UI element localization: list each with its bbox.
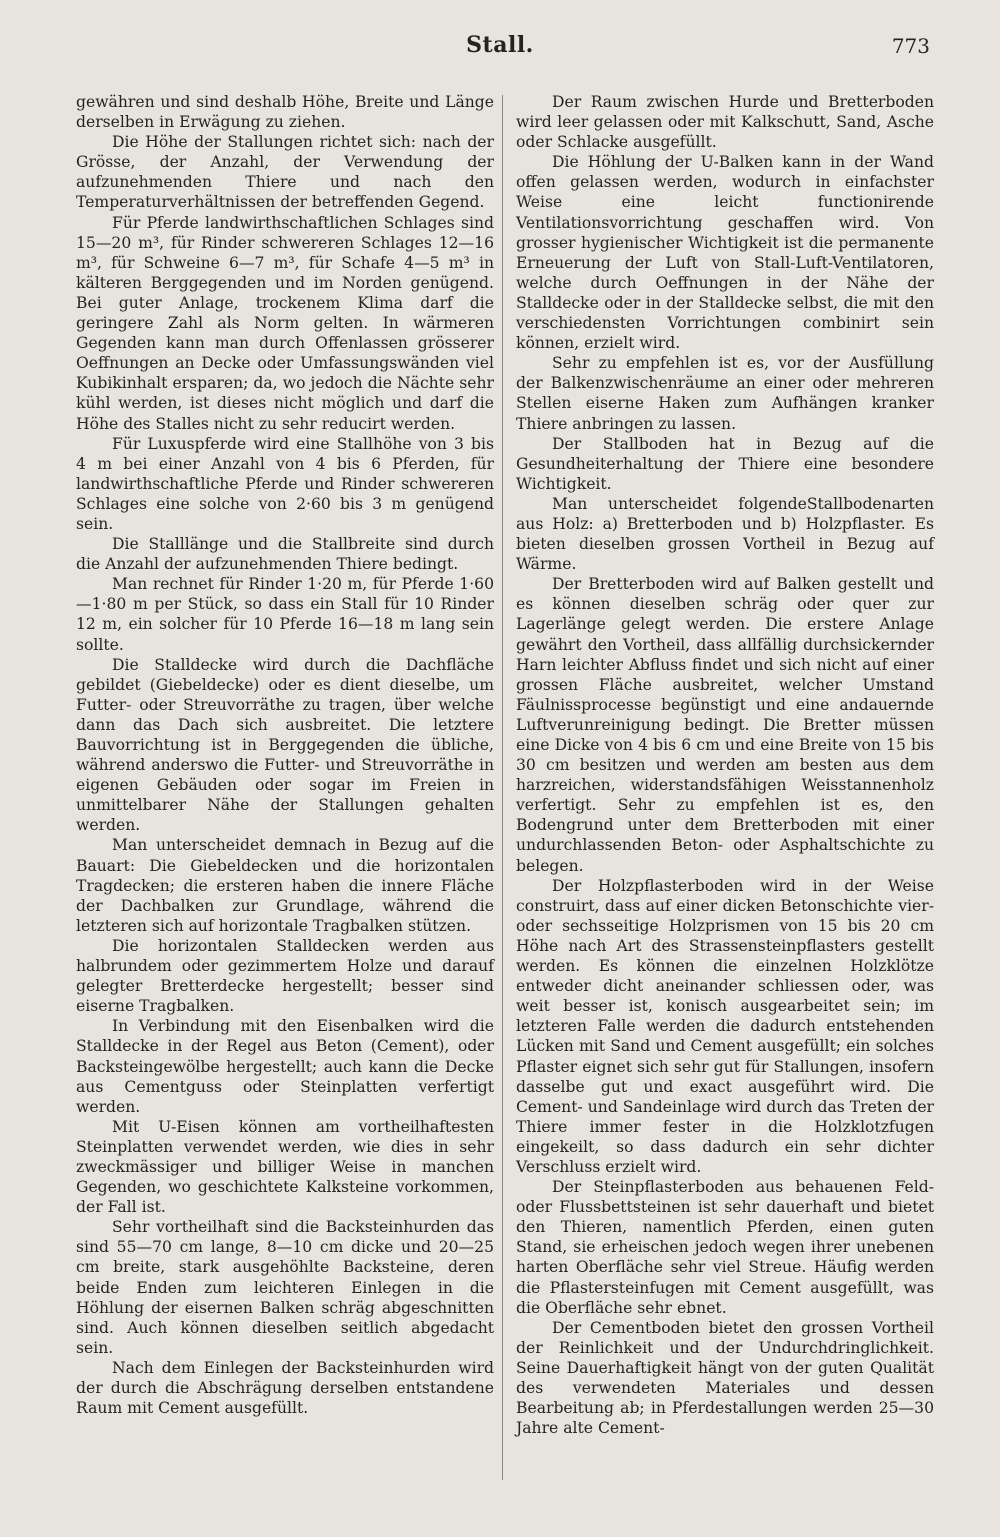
paragraph: Der Bretterboden wird auf Balken gestellt und es können dieselben schräg oder quer zur Lagerlänge gelegt werden. Die erstere Anlage gewährt den Vortheil, dass allfällig durchsickernder Harn leichter Abfluss findet und sich nicht auf einer grossen Fläche ausbreitet, welcher Umstand Fäulnissprocesse begünstigt und eine andauernde Luftverunreinigung bedingt. Die Bretter müssen eine Dicke von 4 bis 6 cm und eine Breite von 15 bis 30 cm besitzen und werden am besten aus dem harzreichen, widerstandsfähigen Weisstannenholz verfertigt. Sehr zu empfehlen ist es, den Bodengrund unter dem Bretterboden mit einer undurchlassenden Beton- oder Asphaltschichte zu belegen. bbox=[516, 575, 934, 875]
column-divider bbox=[502, 95, 503, 1480]
paragraph: Der Cementboden bietet den grossen Vortheil der Reinlichkeit und der Undurchdringlichkeit. Seine Dauerhaftigkeit hängt von der guten Qualität des verwendeten Materiales und dessen Bearbeitung ab; in Pferdestallungen werden 25—30 Jahre alte Cement- bbox=[516, 1318, 934, 1438]
paragraph: Man rechnet für Rinder 1·20 m, für Pferde 1·60—1·80 m per Stück, so dass ein Stall für 10 Rinder 12 m, ein solcher für 10 Pferde 16—18 m lang sein sollte. bbox=[76, 575, 494, 654]
paragraph: Der Stallboden hat in Bezug auf die Gesundheiterhaltung der Thiere eine besondere Wichtigkeit. bbox=[516, 434, 934, 493]
paragraph: Nach dem Einlegen der Backsteinhurden wird der durch die Abschrägung derselben entstandene Raum mit Cement ausgefüllt. bbox=[76, 1358, 494, 1418]
page-title: Stall. bbox=[466, 32, 534, 58]
paragraph: Mit U-Eisen können am vortheilhaftesten Steinplatten verwendet werden, wie dies in sehr zweckmässiger und billiger Weise in manchen Gegenden, wo geschichtete Kalksteine vorkommen, der Fall ist. bbox=[76, 1117, 494, 1217]
paragraph: Für Pferde landwirthschaftlichen Schlages sind 15—20 m³, für Rinder schwereren Schlages 12—16 m³, für Schweine 6—7 m³, für Schafe 4—5 m³ in kälteren Berggegenden und im Norden genügend. Bei guter Anlage, trockenem Klima darf die geringere Zahl als Norm gelten. In wärmeren Gegenden kann man durch Offenlassen grösserer Oeffnungen an Decke oder Umfassungswänden viel Kubikinhalt ersparen; da, wo jedoch die Nächte sehr kühl werden, ist dieses nicht möglich und darf die Höhe des Stalles nicht zu sehr reducirt werden. bbox=[76, 213, 494, 433]
paragraph: gewähren und sind deshalb Höhe, Breite und Länge derselben in Erwägung zu ziehen. bbox=[76, 93, 494, 132]
paragraph: Die Stalldecke wird durch die Dachfläche gebildet (Giebeldecke) oder es dient dieselbe, um Futter- oder Streuvorräthe zu tragen, über welche dann das Dach sich ausbreitet. Die letztere Bauvorrichtung ist in Berggegenden die übliche, während anderswo die Futter- und Streuvorräthe in eigenen Gebäuden oder sogar im Freien in unmittelbarer Nähe der Stallungen gehalten werden. bbox=[76, 655, 494, 835]
paragraph: Der Steinpflasterboden aus behauenen Feld- oder Flussbettsteinen ist sehr dauerhaft und bietet den Thieren, namentlich Pferden, einen guten Stand, sie erheischen jedoch wegen ihrer unebenen harten Oberfläche sehr viel Streue. Häufig werden die Pflastersteinfugen mit Cement ausgefüllt, was die Oberfläche sehr ebnet. bbox=[516, 1178, 934, 1317]
paragraph: Sehr zu empfehlen ist es, vor der Ausfüllung der Balkenzwischenräume an einer oder mehreren Stellen eiserne Haken zum Aufhängen kranker Thiere anbringen zu lassen. bbox=[516, 354, 934, 433]
paragraph: Man unterscheidet folgendeStallbodenarten aus Holz: a) Bretterboden und b) Holzpflaster. Es bieten dieselben grossen Vortheil in Bezug auf Wärme. bbox=[516, 494, 934, 574]
running-head bbox=[0, 32, 1000, 72]
paragraph: Die Höhe der Stallungen richtet sich: nach der Grösse, der Anzahl, der Verwendung der aufzunehmenden Thiere und nach den Temperaturverhältnissen der betreffenden Gegend. bbox=[76, 133, 494, 212]
paragraph: Der Raum zwischen Hurde und Bretterboden wird leer gelassen oder mit Kalkschutt, Sand, Asche oder Schlacke ausgefüllt. bbox=[516, 93, 934, 152]
paragraph: Für Luxuspferde wird eine Stallhöhe von 3 bis 4 m bei einer Anzahl von 4 bis 6 Pferden, für landwirthschaftliche Pferde und Rinder schwereren Schlages eine solche von 2·60 bis 3 m genügend sein. bbox=[76, 434, 494, 533]
paragraph: Sehr vortheilhaft sind die Backsteinhurden das sind 55—70 cm lange, 8—10 cm dicke und 20—25 cm breite, stark ausgehöhlte Backsteine, deren beide Enden zum leichteren Einlegen in die Höhlung der eisernen Balken schräg abgeschnitten sind. Auch können dieselben seitlich abgedacht sein. bbox=[76, 1218, 494, 1357]
paragraph: Der Holzpflasterboden wird in der Weise construirt, dass auf einer dicken Betonschichte vier- oder sechsseitige Holzprismen von 15 bis 20 cm Höhe nach Art des Strassensteinpflasters gestellt werden. Es können die einzelnen Holzklötze entweder dicht aneinander schliessen oder, was weit besser ist, konisch ausgearbeitet sein; im letzteren Falle werden die dadurch entstehenden Lücken mit Sand und Cement ausgefüllt; ein solches Pflaster eignet sich sehr gut für Stallungen, insofern dasselbe gut und exact ausgeführt wird. Die Cement- und Sandeinlage wird durch das Treten der Thiere immer fester in die Holzklotzfugen eingekeilt, so dass dadurch ein sehr dichter Verschluss erzielt wird. bbox=[516, 876, 934, 1176]
right-column bbox=[516, 92, 934, 1438]
page-number: 773 bbox=[891, 34, 930, 58]
paragraph: Die horizontalen Stalldecken werden aus halbrundem oder gezimmertem Holze und darauf gelegter Bretterdecke hergestellt; besser sind eiserne Tragbalken. bbox=[76, 936, 494, 1016]
paragraph: Die Stalllänge und die Stallbreite sind durch die Anzahl der aufzunehmenden Thiere bedingt. bbox=[76, 535, 494, 574]
paragraph: In Verbindung mit den Eisenbalken wird die Stalldecke in der Regel aus Beton (Cement), oder Backsteingewölbe hergestellt; auch kann die Decke aus Cementguss oder Steinplatten verfertigt werden. bbox=[76, 1017, 494, 1116]
left-column bbox=[76, 92, 494, 1418]
paragraph: Die Höhlung der U-Balken kann in der Wand offen gelassen werden, wodurch in einfachster Weise eine leicht functionirende Ventilationsvorrichtung geschaffen wird. Von grosser hygienischer Wichtigkeit ist die permanente Erneuerung der Luft von Stall-Luft-Ventilatoren, welche durch Oeffnungen in der Nähe der Stalldecke oder in der Stalldecke selbst, die mit den verschiedensten Vorrichtungen combinirt sein können, erzielt wird. bbox=[516, 153, 934, 353]
paragraph: Man unterscheidet demnach in Bezug auf die Bauart: Die Giebeldecken und die horizontalen Tragdecken; die ersteren haben die innere Fläche der Dachbalken zur Grundlage, während die letzteren sich auf horizontale Tragbalken stützen. bbox=[76, 836, 494, 935]
